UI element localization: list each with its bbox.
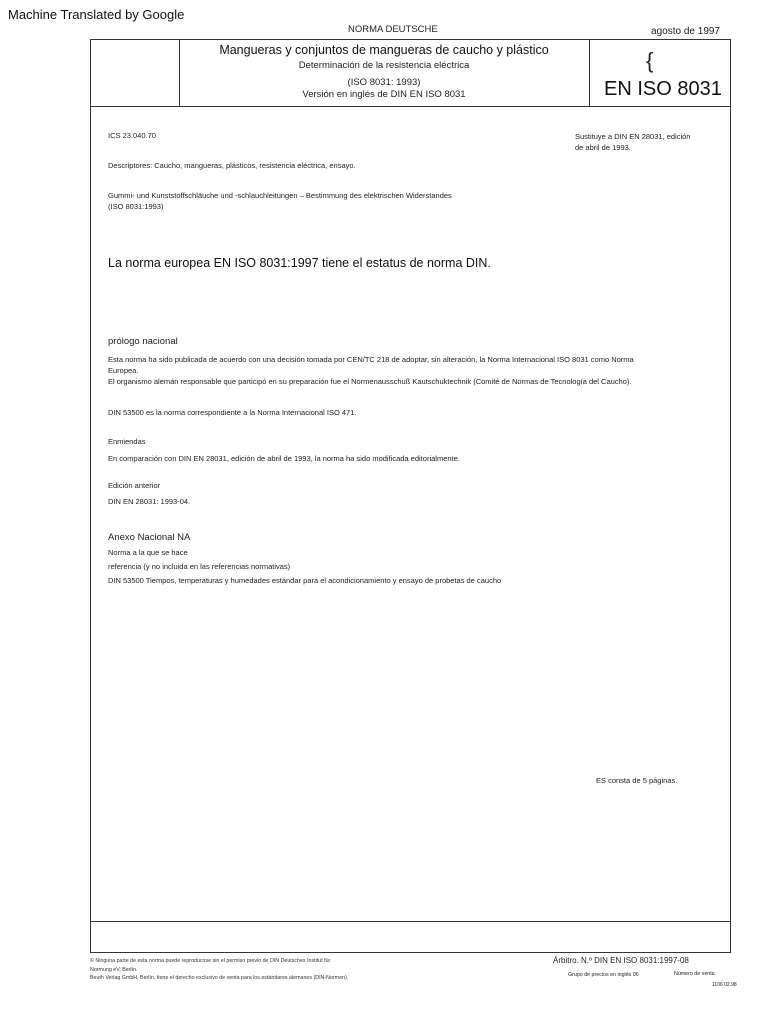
- previous-edition-heading: Edición anterior: [108, 481, 161, 490]
- document-frame: [90, 39, 731, 953]
- amendments-heading: Enmiendas: [108, 437, 146, 446]
- previous-edition-text: DIN EN 28031: 1993-04.: [108, 497, 191, 506]
- german-title-line-1: Gummi- und Kunststoffschläuche und -schlauchleitungen – Bestimmung des elektrischen Widerstandes: [108, 191, 452, 200]
- prologue-body: [108, 354, 728, 387]
- frame-footer-row: [91, 921, 730, 952]
- prologue-paragraph-1b: Europea.: [108, 366, 139, 375]
- reference-number: Árbitro. N.º DIN EN ISO 8031:1997-08: [553, 956, 689, 965]
- prologue-paragraph-3: DIN 53500 es la norma correspondiente a la Norma Internacional ISO 471.: [108, 408, 357, 417]
- german-title: [108, 190, 452, 212]
- brace-symbol: {: [646, 48, 654, 73]
- header-title-cell: [179, 40, 590, 106]
- copyright-footnote: [90, 957, 348, 983]
- header-row: [91, 40, 730, 107]
- annex-line-3: DIN 53500 Tiempos, temperaturas y humedades estándar para el acondicionamiento y ensayo de probetas de caucho: [108, 576, 502, 585]
- german-title-line-2: (ISO 8031:1993): [108, 202, 164, 211]
- ics-code: ICS 23.040.70: [108, 131, 156, 140]
- annex-heading: Anexo Nacional NA: [108, 532, 191, 543]
- status-statement: La norma europea EN ISO 8031:1997 tiene el estatus de norma DIN.: [108, 256, 491, 270]
- supersedes-note: [575, 131, 690, 153]
- price-group: Grupo de precios en inglés 06: [568, 972, 639, 978]
- standard-number: EN ISO 8031: [604, 78, 722, 100]
- footnote-line-1: © Ninguna parte de esta norma puede reproducirse sin el permiso previo de DIN Deutsches Institut für: [90, 958, 331, 964]
- footnote-line-3: Beuth Verlag GmbH, Berlín, tiene el derecho exclusivo de venta para los estándares alemanes (DIN-Normen).: [90, 975, 349, 981]
- document-title: Mangueras y conjuntos de mangueras de caucho y plástico: [219, 43, 549, 57]
- machine-translation-banner: Machine Translated by Google: [8, 7, 185, 22]
- prologue-heading: prólogo nacional: [108, 336, 178, 347]
- print-code: 1106 02.98: [712, 982, 737, 988]
- pages-note: ES consta de 5 páginas.: [596, 776, 678, 785]
- footnote-line-2: Normung eV, Berlín.: [90, 966, 138, 973]
- sales-number-label: Número de venta: [674, 971, 715, 977]
- annex-line-2: referencia (y no incluida en las referencias normativas): [108, 562, 291, 571]
- supersedes-line-1: Sustituye a DIN EN 28031, edición: [575, 132, 691, 141]
- descriptors: Descriptores: Caucho, mangueras, plásticos, resistencia eléctrica, ensayo.: [108, 161, 356, 170]
- prologue-paragraph-1a: Esta norma ha sido publicada de acuerdo con una decisión tomada por CEN/TC 218 de adoptar, sin alteración, la Norma Internacional ISO 8031 como Norma: [108, 355, 634, 364]
- publication-date: agosto de 1997: [651, 26, 720, 37]
- iso-reference: (ISO 8031: 1993): [347, 77, 421, 88]
- amendments-text: En comparación con DIN EN 28031, edición de abril de 1993, la norma ha sido modificada editorialmente.: [108, 454, 460, 463]
- header-left-cell: [91, 40, 180, 106]
- supersedes-line-2: de abril de 1993.: [575, 143, 631, 152]
- prologue-paragraph-2: El organismo alemán responsable que participó en su preparación fue el Normenausschuß Kautschuktechnik (Comité de Normas de Tecnología del Caucho).: [108, 377, 632, 386]
- norma-deutsche-label: NORMA DEUTSCHE: [348, 24, 438, 35]
- annex-body: [108, 547, 501, 586]
- header-standard-cell: [590, 40, 730, 106]
- version-line: Versión en inglés de DIN EN ISO 8031: [302, 89, 466, 100]
- annex-line-1: Norma a la que se hace: [108, 548, 188, 557]
- document-subtitle: Determinación de la resistencia eléctrica: [298, 60, 470, 71]
